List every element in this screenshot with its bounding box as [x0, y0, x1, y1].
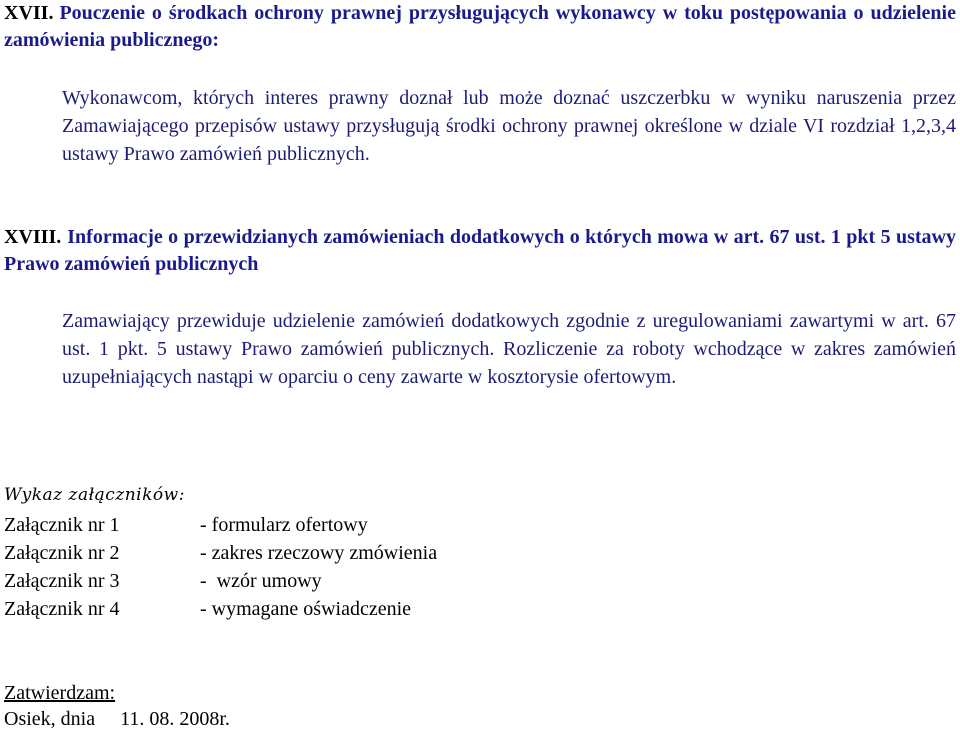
- section-18-heading: [4, 224, 956, 278]
- section-17-title: Pouczenie o środkach ochrony prawnej przysługujących wykonawcy w toku postępowania o udzielenie zamówienia publicznego:: [4, 2, 956, 51]
- attachment-label: Załącznik nr 1: [4, 514, 120, 536]
- section-17-number: XVII.: [4, 2, 54, 24]
- attachment-description: - wymagane oświadczenie: [200, 598, 412, 620]
- attachment-label: Załącznik nr 4: [4, 598, 120, 620]
- attachment-item: [4, 511, 604, 539]
- attachments-list: [4, 511, 604, 623]
- attachment-label: Załącznik nr 2: [4, 542, 120, 564]
- place-and-date: Osiek, dnia 11. 08. 2008r.: [4, 708, 230, 730]
- attachments-heading: Wykaz załączników:: [4, 485, 185, 505]
- attachment-description: - zakres rzeczowy zmówienia: [200, 542, 438, 564]
- section-18-title: Informacje o przewidzianych zamówieniach dodatkowych o których mowa w art. 67 ust. 1 pkt 5 ustawy Prawo zamówień publicznych: [4, 226, 956, 275]
- attachment-item: [4, 539, 604, 567]
- section-17-paragraph: Wykonawcom, których interes prawny doznał lub może doznać uszczerbku w wyniku naruszenia przez Zamawiającego przepisów ustawy przysługują środki ochrony prawnej określone w dziale VI rozdział 1,2,3,4 ustawy Prawo zamówień publicznych.: [62, 87, 956, 165]
- section-18-paragraph: Zamawiający przewiduje udzielenie zamówień dodatkowych zgodnie z uregulowaniami zawartymi w art. 67 ust. 1 pkt. 5 ustawy Prawo zamówień publicznych. Rozliczenie za roboty wchodzące w zakres zamówień uzupełniających nastąpi w oparciu o ceny zawarte w kosztorysie ofertowym.: [62, 310, 956, 388]
- attachment-item: [4, 595, 604, 623]
- attachment-label: Załącznik nr 3: [4, 570, 120, 592]
- section-17-heading: [4, 0, 956, 54]
- approval-label: Zatwierdzam:: [4, 682, 116, 704]
- attachment-item: [4, 567, 604, 595]
- attachment-description: - wzór umowy: [200, 570, 322, 592]
- section-18-number: XVIII.: [4, 226, 62, 248]
- attachment-description: - formularz ofertowy: [200, 514, 368, 536]
